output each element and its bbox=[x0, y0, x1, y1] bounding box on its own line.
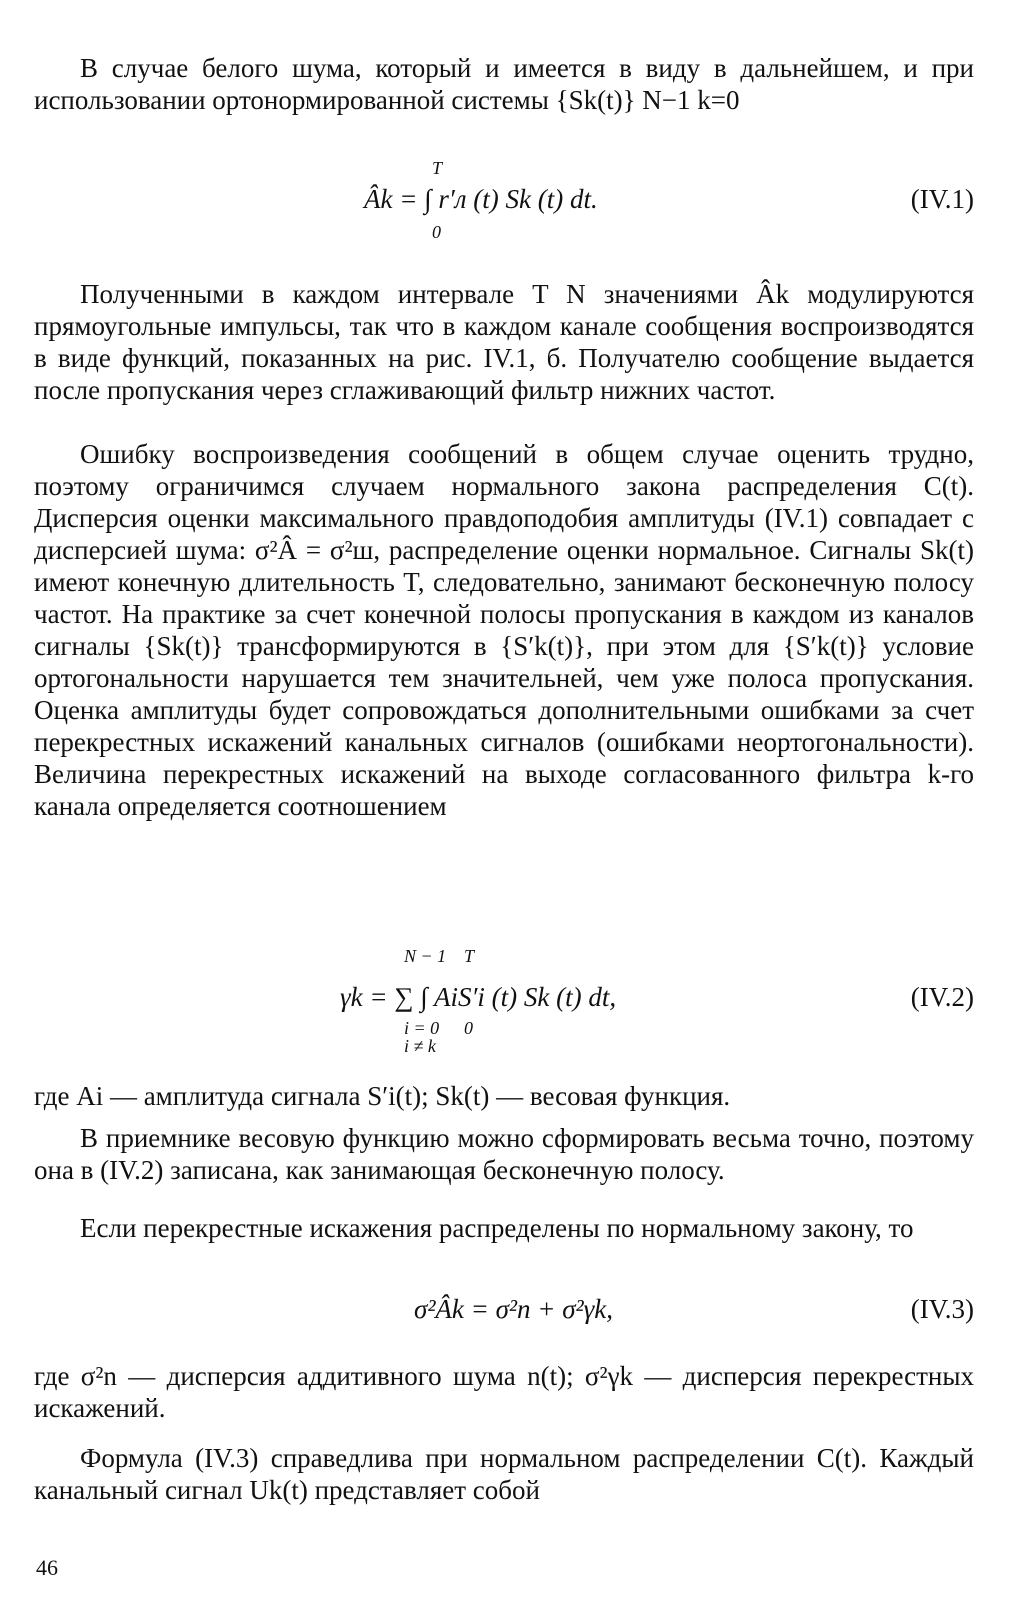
paragraph-1: В случае белого шума, который и имеется в виду в дальнейшем, и при использовании ортонормированной системы {Sk(t)} N−1 k=0 bbox=[34, 53, 974, 115]
integral-lower-limit: 0 bbox=[464, 1018, 473, 1038]
sum-lower-condition: i ≠ k bbox=[404, 1036, 436, 1056]
page-number: 46 bbox=[36, 1555, 58, 1580]
equation-iv3-body: σ²Âk = σ²n + σ²γk, bbox=[414, 1294, 614, 1324]
paragraph-7: где σ²n — дисперсия аддитивного шума n(t); σ²γk — дисперсия перекрестных искажений. bbox=[34, 1361, 974, 1423]
paragraph-2: Полученными в каждом интервале T N значениями Âk модулируются прямоугольные импульсы, так что в каждом канале сообщения воспроизводятся в виде функций, показанных на рис. IV.1, б. Получателю сообщение выдается после пропускания через сглаживающий фильтр нижних частот. bbox=[34, 279, 974, 405]
paragraph-6: Если перекрестные искажения распределены по нормальному закону, то bbox=[80, 1213, 914, 1243]
equation-iv1-body: Âk = ∫ r′л (t) Sk (t) dt. bbox=[364, 184, 598, 214]
equation-number: (IV.3) bbox=[910, 1294, 974, 1324]
equation-iv2-body: γk = ∑ ∫ AiS′i (t) Sk (t) dt, bbox=[340, 982, 617, 1012]
integral-upper-limit: T bbox=[432, 158, 443, 178]
paragraph-4: где Ai — амплитуда сигнала S′i(t); Sk(t) — весовая функция. bbox=[34, 1081, 731, 1111]
equation-iv2 bbox=[34, 946, 974, 1054]
integral-upper-limit: T bbox=[464, 946, 475, 966]
paragraph-3: Ошибку воспроизведения сообщений в общем случае оценить трудно, поэтому ограничимся случаем нормального закона распределения C(t). Дисперсия оценки максимального правдоподобия амплитуды (IV.1) совпадает с дисперсией шума: σ²Â = σ²ш, распределение оценки нормальное. Сигналы Sk(t) имеют конечную длительность T, следовательно, занимают бесконечную полосу частот. На практике за счет конечной полосы пропускания в каждом из каналов сигналы {Sk(t)} трансформируются в {S′k(t)}, при этом для {S′k(t)} условие ортогональности нарушается тем значительней, чем уже полоса пропускания. Оценка амплитуды будет сопровождаться дополнительными ошибками за счет перекрестных искажений канальных сигналов (ошибками неортогональности). Величина перекрестных искажений на выходе согласованного фильтра k-го канала определяется соотношением bbox=[34, 439, 974, 821]
equation-iv3 bbox=[34, 1284, 974, 1344]
equation-number: (IV.2) bbox=[910, 982, 974, 1012]
equation-number: (IV.1) bbox=[910, 184, 974, 214]
sum-upper-limit: N − 1 bbox=[404, 946, 447, 966]
sum-lower-limit: i = 0 bbox=[404, 1018, 440, 1038]
integral-lower-limit: 0 bbox=[432, 222, 441, 242]
equation-iv1 bbox=[34, 158, 974, 248]
paragraph-5: В приемнике весовую функцию можно сформировать весьма точно, поэтому она в (IV.2) записана, как занимающая бесконечную полосу. bbox=[34, 1123, 974, 1185]
paragraph-8: Формула (IV.3) справедлива при нормальном распределении C(t). Каждый канальный сигнал Uk(t) представляет собой bbox=[34, 1443, 974, 1505]
